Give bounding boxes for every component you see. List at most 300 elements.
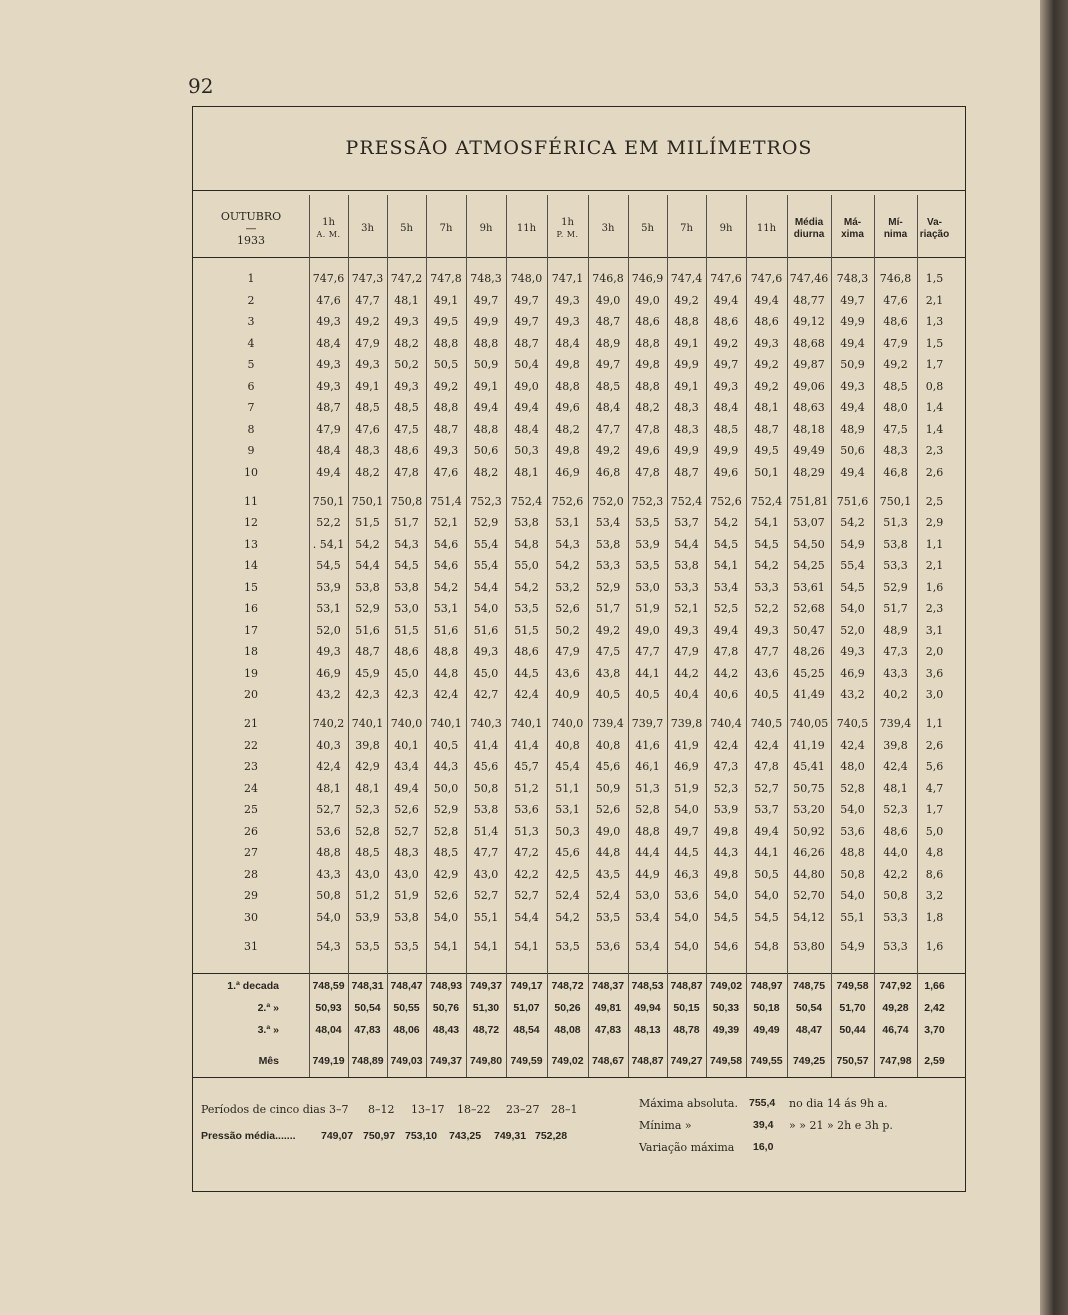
value-cell: 40,5 xyxy=(754,688,779,702)
header-month-dash: — xyxy=(245,222,257,235)
value-cell: 50,6 xyxy=(840,444,865,458)
value-cell: 2,1 xyxy=(925,559,944,573)
column-header-main: 11h xyxy=(516,223,537,234)
value-cell: 55,0 xyxy=(514,559,539,573)
value-cell: 50,54 xyxy=(354,1002,381,1014)
value-cell: 747,6 xyxy=(312,272,345,285)
value-cell: 54,2 xyxy=(355,537,380,551)
day-cell: 31 xyxy=(244,939,258,953)
value-cell: 42,4 xyxy=(840,738,865,752)
value-cell: 47,7 xyxy=(595,422,621,436)
value-cell: 47,9 xyxy=(674,645,699,659)
value-cell: 52,3 xyxy=(713,781,739,795)
column-header-main: 7h xyxy=(680,223,693,234)
value-cell: 52,2 xyxy=(316,516,341,530)
value-cell: 47,5 xyxy=(394,422,419,436)
value-cell: 50,0 xyxy=(433,781,459,795)
value-cell: 49,2 xyxy=(674,293,699,307)
value-cell: 48,8 xyxy=(473,422,499,436)
value-cell: 50,4 xyxy=(514,358,539,372)
value-cell: 43,5 xyxy=(595,867,621,881)
value-cell: 44,3 xyxy=(713,846,739,860)
value-cell: 0,8 xyxy=(925,379,944,393)
value-cell: 45,0 xyxy=(473,666,499,680)
value-cell: 50,3 xyxy=(555,824,580,838)
value-cell: 2,59 xyxy=(924,1055,945,1067)
value-cell: 49,4 xyxy=(316,465,341,479)
value-cell: 51,1 xyxy=(555,781,580,795)
value-cell: 54,5 xyxy=(840,580,865,594)
value-cell: 53,3 xyxy=(883,910,908,924)
value-cell: 1,7 xyxy=(925,358,944,372)
value-cell: 42,3 xyxy=(355,688,380,702)
value-cell: 53,0 xyxy=(394,602,419,616)
value-cell: 748,47 xyxy=(390,980,423,992)
value-cell: 750,1 xyxy=(312,494,345,508)
value-cell: 49,49 xyxy=(793,444,825,458)
value-cell: 52,9 xyxy=(595,580,621,594)
value-cell: 747,4 xyxy=(670,272,703,285)
value-cell: 49,4 xyxy=(713,623,739,637)
value-cell: 40,2 xyxy=(883,688,908,702)
summary-row xyxy=(193,975,965,997)
min-detail: » » 21 » 2h e 3h p. xyxy=(789,1119,893,1132)
value-cell: 50,8 xyxy=(316,889,341,903)
day-cell: 7 xyxy=(247,401,255,415)
value-cell: 54,4 xyxy=(473,580,499,594)
period-pressure: 749,07 xyxy=(321,1130,354,1142)
value-cell: 48,1 xyxy=(883,781,908,795)
value-cell: 747,8 xyxy=(430,272,462,285)
value-cell: 51,9 xyxy=(635,602,660,616)
value-cell: 54,2 xyxy=(840,516,865,530)
value-cell: 54,3 xyxy=(555,537,580,551)
value-cell: 53,9 xyxy=(355,910,380,924)
period-range: 18–22 xyxy=(457,1103,491,1116)
value-cell: 54,4 xyxy=(355,559,380,573)
value-cell: 2,0 xyxy=(925,645,944,659)
table-row xyxy=(193,821,965,843)
value-cell: 53,8 xyxy=(355,580,380,594)
value-cell: 47,9 xyxy=(316,422,341,436)
day-cell: 29 xyxy=(244,889,258,903)
value-cell: 42,4 xyxy=(316,760,341,774)
value-cell: 739,8 xyxy=(670,717,703,730)
value-cell: 53,5 xyxy=(595,910,621,924)
value-cell: 53,0 xyxy=(635,580,660,594)
value-cell: 1,1 xyxy=(925,717,944,730)
value-cell: 751,4 xyxy=(430,494,462,508)
value-cell: 47,83 xyxy=(594,1024,622,1036)
value-cell: 52,9 xyxy=(433,803,459,817)
value-cell: 51,2 xyxy=(355,889,380,903)
value-cell: 49,0 xyxy=(635,623,660,637)
table-row xyxy=(193,419,965,441)
value-cell: 748,97 xyxy=(750,980,783,992)
value-cell: 1,1 xyxy=(925,537,944,551)
value-cell: 750,1 xyxy=(879,494,912,508)
footer-rule xyxy=(193,1077,965,1078)
table-title: PRESSÃO ATMOSFÉRICA EM MILÍMETROS xyxy=(345,137,813,159)
value-cell: 41,4 xyxy=(473,738,499,752)
header-month-name: OUTUBRO xyxy=(220,210,282,223)
period-range: 3–7 xyxy=(329,1103,349,1116)
value-cell: 748,0 xyxy=(510,272,543,285)
value-cell: 749,17 xyxy=(510,980,543,992)
value-cell: 53,1 xyxy=(555,516,580,530)
value-cell: 53,5 xyxy=(635,516,660,530)
value-cell: 49,87 xyxy=(793,358,825,372)
summary-label: Mês xyxy=(258,1055,279,1067)
value-cell: 48,4 xyxy=(555,336,580,350)
period-pressure: 753,10 xyxy=(405,1130,438,1142)
value-cell: 49,3 xyxy=(355,358,380,372)
value-cell: 752,3 xyxy=(470,494,502,508)
value-cell: 46,9 xyxy=(316,666,341,680)
day-cell: 18 xyxy=(244,645,258,659)
value-cell: 52,3 xyxy=(883,803,908,817)
value-cell: 51,2 xyxy=(514,781,539,795)
value-cell: 747,2 xyxy=(390,272,423,285)
value-cell: 48,63 xyxy=(793,401,825,415)
var-value: 16,0 xyxy=(753,1141,774,1153)
value-cell: 44,4 xyxy=(635,846,660,860)
column-header xyxy=(309,199,348,259)
value-cell: 53,8 xyxy=(394,910,419,924)
value-cell: 40,6 xyxy=(713,688,739,702)
value-cell: 752,0 xyxy=(592,494,624,508)
value-cell: 47,3 xyxy=(713,760,739,774)
value-cell: 55,4 xyxy=(840,559,865,573)
column-header-main: 11h xyxy=(756,223,777,234)
value-cell: . 54,1 xyxy=(312,537,345,551)
value-cell: 49,9 xyxy=(840,315,865,329)
table-row xyxy=(193,555,965,577)
value-cell: 54,3 xyxy=(394,537,419,551)
value-cell: 749,58 xyxy=(709,1055,743,1067)
value-cell: 50,33 xyxy=(712,1002,740,1014)
value-cell: 49,0 xyxy=(595,824,621,838)
table-row xyxy=(193,907,965,929)
value-cell: 52,6 xyxy=(595,803,621,817)
summary-row xyxy=(193,1050,965,1072)
value-cell: 54,5 xyxy=(713,910,739,924)
value-cell: 54,5 xyxy=(316,559,341,573)
value-cell: 51,5 xyxy=(394,623,419,637)
value-cell: 748,72 xyxy=(551,980,584,992)
value-cell: 748,31 xyxy=(351,980,384,992)
value-cell: 49,3 xyxy=(433,444,459,458)
value-cell: 749,37 xyxy=(469,980,503,992)
column-header xyxy=(348,199,387,259)
table-row xyxy=(193,333,965,355)
value-cell: 54,2 xyxy=(555,559,580,573)
value-cell: 45,25 xyxy=(793,666,825,680)
value-cell: 48,2 xyxy=(473,465,499,479)
value-cell: 52,7 xyxy=(394,824,419,838)
value-cell: 48,72 xyxy=(472,1024,500,1036)
value-cell: 42,2 xyxy=(514,867,539,881)
value-cell: 52,70 xyxy=(793,889,825,903)
value-cell: 751,81 xyxy=(789,494,829,508)
value-cell: 42,4 xyxy=(754,738,779,752)
value-cell: 1,6 xyxy=(925,580,944,594)
value-cell: 48,6 xyxy=(394,645,419,659)
value-cell: 50,93 xyxy=(315,1002,342,1014)
day-cell: 24 xyxy=(244,781,258,795)
value-cell: 52,7 xyxy=(754,781,779,795)
period-pressure: 743,25 xyxy=(449,1130,482,1142)
value-cell: 48,4 xyxy=(514,422,539,436)
value-cell: 48,3 xyxy=(883,444,908,458)
value-cell: 48,7 xyxy=(316,401,341,415)
value-cell: 51,3 xyxy=(514,824,539,838)
value-cell: 40,4 xyxy=(674,688,699,702)
day-cell: 5 xyxy=(247,358,255,372)
value-cell: 53,8 xyxy=(674,559,699,573)
value-cell: 53,5 xyxy=(555,939,580,953)
value-cell: 43,8 xyxy=(595,666,621,680)
value-cell: 49,9 xyxy=(674,358,699,372)
summary-label: 3.ª » xyxy=(257,1024,279,1036)
value-cell: 50,76 xyxy=(432,1002,460,1014)
value-cell: 49,2 xyxy=(754,358,779,372)
value-cell: 49,4 xyxy=(713,293,739,307)
value-cell: 45,6 xyxy=(555,846,580,860)
value-cell: 740,0 xyxy=(390,717,423,730)
table-row xyxy=(193,778,965,800)
value-cell: 53,9 xyxy=(635,537,660,551)
value-cell: 51,3 xyxy=(635,781,660,795)
value-cell: 47,7 xyxy=(355,293,380,307)
value-cell: 48,3 xyxy=(674,401,699,415)
column-header-sub: nima xyxy=(883,229,908,240)
value-cell: 49,5 xyxy=(754,444,779,458)
value-cell: 43,0 xyxy=(355,867,380,881)
value-cell: 44,5 xyxy=(514,666,539,680)
table-row xyxy=(193,735,965,757)
value-cell: 47,5 xyxy=(883,422,908,436)
day-cell: 11 xyxy=(244,494,258,508)
value-cell: 2,6 xyxy=(925,465,944,479)
value-cell: 40,5 xyxy=(635,688,660,702)
day-cell: 22 xyxy=(244,738,258,752)
value-cell: 51,6 xyxy=(355,623,380,637)
value-cell: 55,1 xyxy=(473,910,499,924)
table-row xyxy=(193,512,965,534)
value-cell: 48,77 xyxy=(793,293,825,307)
value-cell: 53,1 xyxy=(433,602,459,616)
value-cell: 48,2 xyxy=(394,336,419,350)
value-cell: 49,4 xyxy=(840,336,865,350)
column-header xyxy=(787,199,831,259)
value-cell: 54,1 xyxy=(754,516,779,530)
value-cell: 50,92 xyxy=(793,824,825,838)
value-cell: 752,3 xyxy=(631,494,664,508)
value-cell: 54,9 xyxy=(840,537,865,551)
value-cell: 48,4 xyxy=(595,401,621,415)
table-row xyxy=(193,756,965,778)
value-cell: 49,3 xyxy=(316,358,341,372)
value-cell: 49,3 xyxy=(674,623,699,637)
table-row xyxy=(193,397,965,419)
value-cell: 40,9 xyxy=(555,688,580,702)
value-cell: 49,2 xyxy=(355,315,380,329)
value-cell: 54,8 xyxy=(514,537,539,551)
value-cell: 53,8 xyxy=(473,803,499,817)
value-cell: 49,6 xyxy=(635,444,660,458)
value-cell: 48,7 xyxy=(674,465,699,479)
value-cell: 43,2 xyxy=(840,688,865,702)
value-cell: 48,08 xyxy=(554,1024,581,1036)
value-cell: 53,4 xyxy=(635,939,660,953)
column-header-sub: riação xyxy=(919,229,950,240)
value-cell: 54,0 xyxy=(840,803,865,817)
value-cell: 49,2 xyxy=(595,623,621,637)
value-cell: 746,8 xyxy=(592,272,624,285)
value-cell: 50,8 xyxy=(473,781,499,795)
value-cell: 54,8 xyxy=(754,939,779,953)
value-cell: 739,7 xyxy=(631,717,664,730)
value-cell: 48,4 xyxy=(316,444,341,458)
value-cell: 2,3 xyxy=(925,444,944,458)
value-cell: 47,9 xyxy=(883,336,908,350)
value-cell: 51,6 xyxy=(433,623,459,637)
value-cell: 54,1 xyxy=(433,939,459,953)
table-row xyxy=(193,354,965,376)
summary-label: 1.ª decada xyxy=(227,980,279,992)
column-header-main: 3h xyxy=(361,223,374,234)
value-cell: 49,3 xyxy=(394,315,419,329)
value-cell: 48,1 xyxy=(316,781,341,795)
value-cell: 48,7 xyxy=(595,315,621,329)
value-cell: 46,9 xyxy=(674,760,699,774)
value-cell: 749,59 xyxy=(510,1055,543,1067)
value-cell: 44,0 xyxy=(883,846,908,860)
day-cell: 16 xyxy=(244,602,258,616)
value-cell: 748,53 xyxy=(631,980,664,992)
value-cell: 54,0 xyxy=(674,803,699,817)
value-cell: 54,0 xyxy=(473,602,499,616)
value-cell: 49,8 xyxy=(713,867,739,881)
value-cell: 49,39 xyxy=(712,1024,740,1036)
value-cell: 54,0 xyxy=(674,910,699,924)
value-cell: 49,4 xyxy=(514,401,539,415)
value-cell: 50,26 xyxy=(554,1002,581,1014)
value-cell: 49,4 xyxy=(394,781,419,795)
value-cell: 54,0 xyxy=(840,889,865,903)
value-cell: 747,92 xyxy=(879,980,912,992)
value-cell: 49,3 xyxy=(394,379,419,393)
value-cell: 53,20 xyxy=(793,803,825,817)
value-cell: 1,7 xyxy=(925,803,944,817)
value-cell: 53,5 xyxy=(394,939,419,953)
value-cell: 740,05 xyxy=(789,717,829,730)
value-cell: 49,8 xyxy=(713,824,739,838)
column-header-main: 9h xyxy=(719,223,733,234)
value-cell: 52,6 xyxy=(555,602,580,616)
value-cell: 48,5 xyxy=(394,401,419,415)
value-cell: 49,2 xyxy=(433,379,459,393)
value-cell: 51,70 xyxy=(839,1002,866,1014)
value-cell: 55,4 xyxy=(473,559,499,573)
column-header xyxy=(917,199,952,259)
value-cell: 48,3 xyxy=(355,444,380,458)
value-cell: 50,55 xyxy=(393,1002,420,1014)
value-cell: 49,1 xyxy=(473,379,499,393)
value-cell: 49,3 xyxy=(555,293,580,307)
value-cell: 49,2 xyxy=(754,379,779,393)
day-cell: 27 xyxy=(244,846,258,860)
value-cell: 748,3 xyxy=(470,272,502,285)
value-cell: 39,8 xyxy=(355,738,380,752)
value-cell: 44,2 xyxy=(674,666,699,680)
value-cell: 48,8 xyxy=(473,336,499,350)
value-cell: 49,3 xyxy=(555,315,580,329)
value-cell: 48,6 xyxy=(514,645,539,659)
value-cell: 49,7 xyxy=(473,293,499,307)
value-cell: 39,8 xyxy=(883,738,908,752)
value-cell: 740,5 xyxy=(750,717,783,730)
value-cell: 49,0 xyxy=(595,293,621,307)
value-cell: 44,8 xyxy=(433,666,459,680)
value-cell: 52,7 xyxy=(316,803,341,817)
value-cell: 49,3 xyxy=(713,379,739,393)
value-cell: 52,0 xyxy=(316,623,341,637)
value-cell: 48,29 xyxy=(793,465,825,479)
value-cell: 48,8 xyxy=(316,846,341,860)
value-cell: 47,6 xyxy=(355,422,380,436)
value-cell: 53,61 xyxy=(793,580,825,594)
value-cell: 49,3 xyxy=(754,336,779,350)
value-cell: 44,8 xyxy=(595,846,621,860)
value-cell: 48,54 xyxy=(513,1024,540,1036)
value-cell: 47,5 xyxy=(595,645,621,659)
value-cell: 47,9 xyxy=(355,336,380,350)
value-cell: 53,7 xyxy=(754,803,779,817)
value-cell: 48,1 xyxy=(514,465,539,479)
value-cell: 749,02 xyxy=(709,980,743,992)
value-cell: 42,3 xyxy=(394,688,419,702)
value-cell: 48,6 xyxy=(754,315,779,329)
value-cell: 49,3 xyxy=(840,645,865,659)
value-cell: 739,4 xyxy=(592,717,624,730)
value-cell: 49,3 xyxy=(316,315,341,329)
value-cell: 54,5 xyxy=(713,537,739,551)
value-cell: 54,2 xyxy=(754,559,779,573)
value-cell: 52,2 xyxy=(754,602,779,616)
value-cell: 52,8 xyxy=(433,824,459,838)
table-row xyxy=(193,598,965,620)
table-row xyxy=(193,684,965,706)
value-cell: 48,5 xyxy=(433,846,459,860)
value-cell: 43,6 xyxy=(754,666,779,680)
value-cell: 749,37 xyxy=(429,1055,463,1067)
value-cell: 749,58 xyxy=(836,980,869,992)
value-cell: 49,7 xyxy=(595,358,621,372)
value-cell: 53,8 xyxy=(883,537,908,551)
value-cell: 52,9 xyxy=(883,580,908,594)
value-cell: 740,5 xyxy=(836,717,869,730)
table-row xyxy=(193,311,965,333)
value-cell: 54,2 xyxy=(514,580,539,594)
value-cell: 46,9 xyxy=(840,666,865,680)
column-header-main: 1h xyxy=(322,217,335,228)
value-cell: 51,5 xyxy=(355,516,380,530)
value-cell: 54,4 xyxy=(514,910,539,924)
value-cell: 747,1 xyxy=(551,272,584,285)
value-cell: 49,4 xyxy=(840,401,865,415)
